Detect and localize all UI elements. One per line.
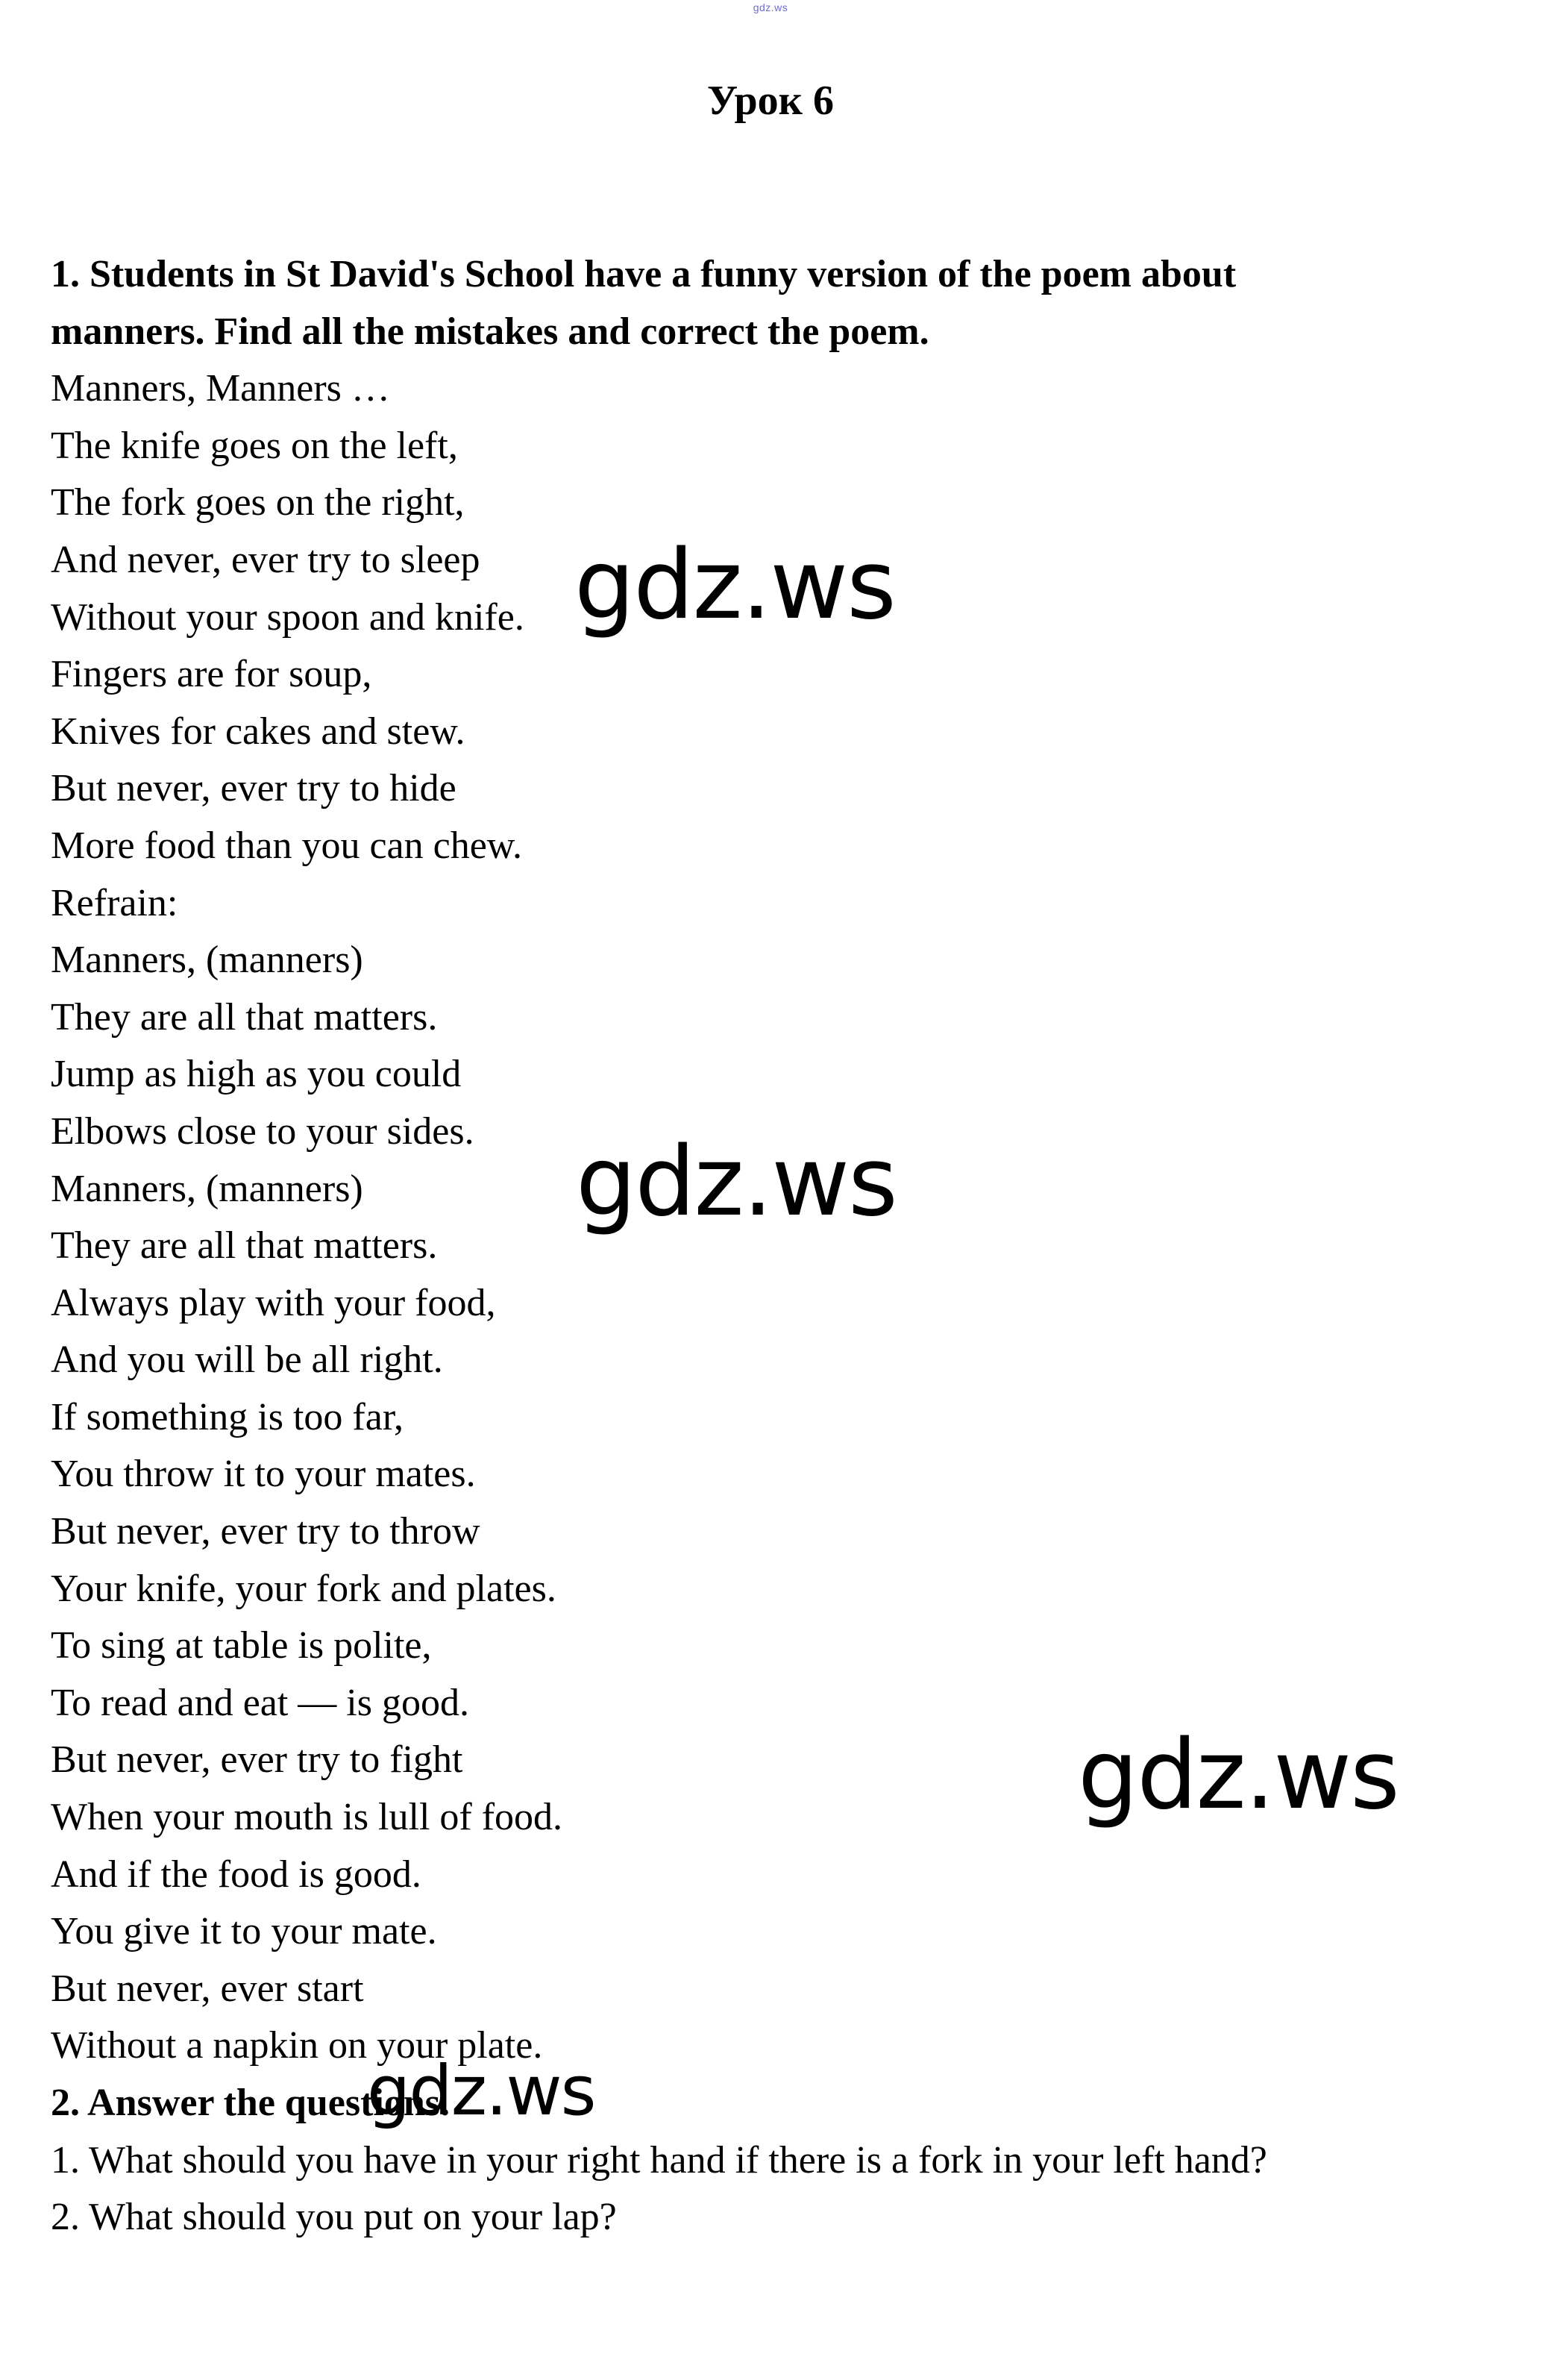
poem-line: The knife goes on the left, [51, 424, 458, 467]
poem-line: Without your spoon and knife. [51, 595, 524, 639]
poem-line: Jump as high as you could [51, 1053, 462, 1096]
poem-line: To sing at table is polite, [51, 1624, 432, 1667]
poem-line: But never, ever try to hide [51, 767, 456, 810]
watermark: gdz.ws [576, 1127, 897, 1238]
poem-line: To read and eat — is good. [51, 1681, 469, 1724]
poem-line: Manners, (manners) [51, 1167, 363, 1210]
exercise-2-heading: 2. Answer the questions. [51, 2082, 451, 2124]
page-title: Урок 6 [707, 78, 834, 124]
poem-line: They are all that matters. [51, 995, 438, 1039]
poem-line: But never, ever try to fight [51, 1738, 463, 1782]
poem-line: More food than you can chew. [51, 824, 522, 867]
poem-line: Without a napkin on your plate. [51, 2024, 543, 2067]
poem-line: But never, ever start [51, 1967, 364, 2010]
poem-line: Your knife, your fork and plates. [51, 1567, 556, 1610]
watermark: gdz.ws [367, 2051, 595, 2131]
poem-line: And never, ever try to sleep [51, 538, 480, 581]
question-item: 1. What should you have in your right hand if there is a fork in your left hand? [51, 2138, 1267, 2182]
poem-line: Fingers are for soup, [51, 653, 372, 696]
poem-line: Knives for cakes and stew. [51, 710, 465, 753]
poem-line: When your mouth is lull of food. [51, 1796, 563, 1839]
poem-line: And you will be all right. [51, 1338, 443, 1382]
poem-line: You give it to your mate. [51, 1910, 437, 1953]
poem-line: They are all that matters. [51, 1224, 438, 1268]
poem-line: Always play with your food, [51, 1281, 496, 1324]
poem-line: The fork goes on the right, [51, 481, 465, 524]
exercise-1-heading-cont: manners. Find all the mistakes and correct the poem. [51, 310, 929, 353]
top-watermark: gdz.ws [753, 1, 788, 13]
poem-line: Manners, Manners … [51, 367, 390, 410]
poem-line: Refrain: [51, 881, 178, 924]
exercise-1-heading: 1. Students in St David's School have a funny version of the poem about [51, 253, 1237, 295]
poem-line: You throw it to your mates. [51, 1453, 476, 1496]
poem-line: Manners, (manners) [51, 939, 363, 982]
poem-line: But never, ever try to throw [51, 1510, 480, 1553]
question-item: 2. What should you put on your lap? [51, 2196, 617, 2239]
poem-line: Elbows close to your sides. [51, 1109, 474, 1153]
poem-line: If something is too far, [51, 1395, 404, 1438]
watermark: gdz.ws [1078, 1720, 1399, 1831]
poem-line: And if the food is good. [51, 1853, 421, 1896]
watermark: gdz.ws [574, 530, 895, 641]
